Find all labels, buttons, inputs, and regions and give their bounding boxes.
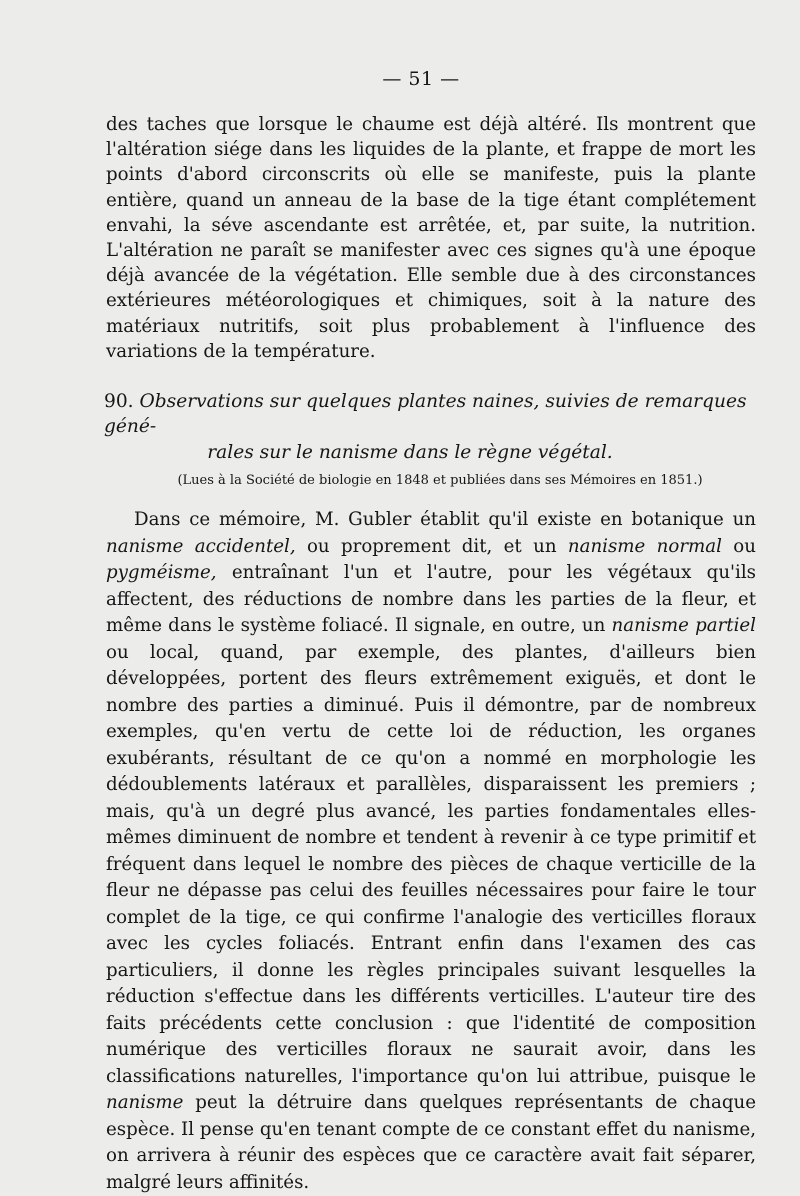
- paragraph-continuation: des taches que lorsque le chaume est déjà altéré. Ils montrent que l'altération siége dans les liquides de la plante, et frappe de mort les points d'abord circonscrits où elle se manifeste, puis la plante entière, quand un anneau de la base de la tige étant complétement envahi, la séve ascendante est arrêtée, et, par suite, la nutrition. L'altération ne paraît se manifester avec ces signes qu'à une époque déjà avancée de la végétation. Elle semble due à des circonstances extérieures météorologiques et chimiques, soit à la nature des matériaux nutritifs, soit plus probablement à l'influence des variations de la température.: [106, 114, 756, 362]
- source-note: (Lues à la Société de biologie en 1848 et publiées dans ses Mémoires en 1851.): [177, 473, 703, 489]
- italic-term-nanisme: nanisme: [106, 1092, 184, 1114]
- paragraph-main: [106, 507, 756, 1196]
- section-number: 90.: [104, 391, 134, 413]
- text-run: ou: [721, 535, 756, 557]
- text-run: Dans ce mémoire, M. Gubler établit qu'il existe en botanique un: [134, 509, 756, 531]
- section-heading: [104, 389, 756, 465]
- text-run: ou proprement dit, et un: [295, 535, 568, 557]
- section-title-line1: Observations sur quelques plantes naines, suivies de remarques géné-: [104, 391, 747, 438]
- section-title-line2: rales sur le nanisme dans le règne végétal.: [207, 442, 613, 464]
- italic-term-pygmeisme: pygméisme,: [106, 562, 217, 584]
- text-run: peut la détruire dans quelques représentants de chaque espèce. Il pense qu'en tenant compte de ce constant effet du nanisme, on arrivera à réunir des espèces que ce caractère avait fait séparer, malgré leurs affinités.: [106, 1092, 756, 1193]
- italic-term-nanisme-normal: nanisme normal: [567, 535, 722, 557]
- italic-term-nanisme-partiel: nanisme partiel: [611, 615, 756, 637]
- text-run: entraînant l'un et l'autre, pour les végétaux qu'ils affectent, des réductions de nombre dans les parties de la fleur, et même dans le système foliacé. Il signale, en outre, un: [106, 562, 756, 637]
- text-run: ou local, quand, par exemple, des plantes, d'ailleurs bien développées, portent des fleurs extrêmement exiguës, et dont le nombre des parties a diminué. Puis il démontre, par de nombreux exemples, qu'en vertu de cette loi de réduction, les organes exubérants, résultant de ce qu'on a nommé en morphologie les dédoublements latéraux et parallèles, disparaissent les premiers ; mais, qu'à un degré plus avancé, les parties fondamentales elles-mêmes diminuent de nombre et tendent à revenir à ce type primitif et fréquent dans lequel le nombre des pièces de chaque verticille de la fleur ne dépasse pas celui des feuilles nécessaires pour faire le tour complet de la tige, ce qui confirme l'analogie des verticilles floraux avec les cycles foliacés. Entrant enfin dans l'examen des cas particuliers, il donne les règles principales suivant lesquelles la réduction s'effectue dans les différents verticilles. L'auteur tire des faits précédents cette conclusion : que l'identité de composition numérique des verticilles floraux ne saurait avoir, dans les classifications naturelles, l'importance qu'on lui attribue, puisque le: [106, 641, 756, 1087]
- italic-term-nanisme-accidentel: nanisme accidentel,: [106, 535, 296, 557]
- page-number: — 51 —: [382, 68, 460, 90]
